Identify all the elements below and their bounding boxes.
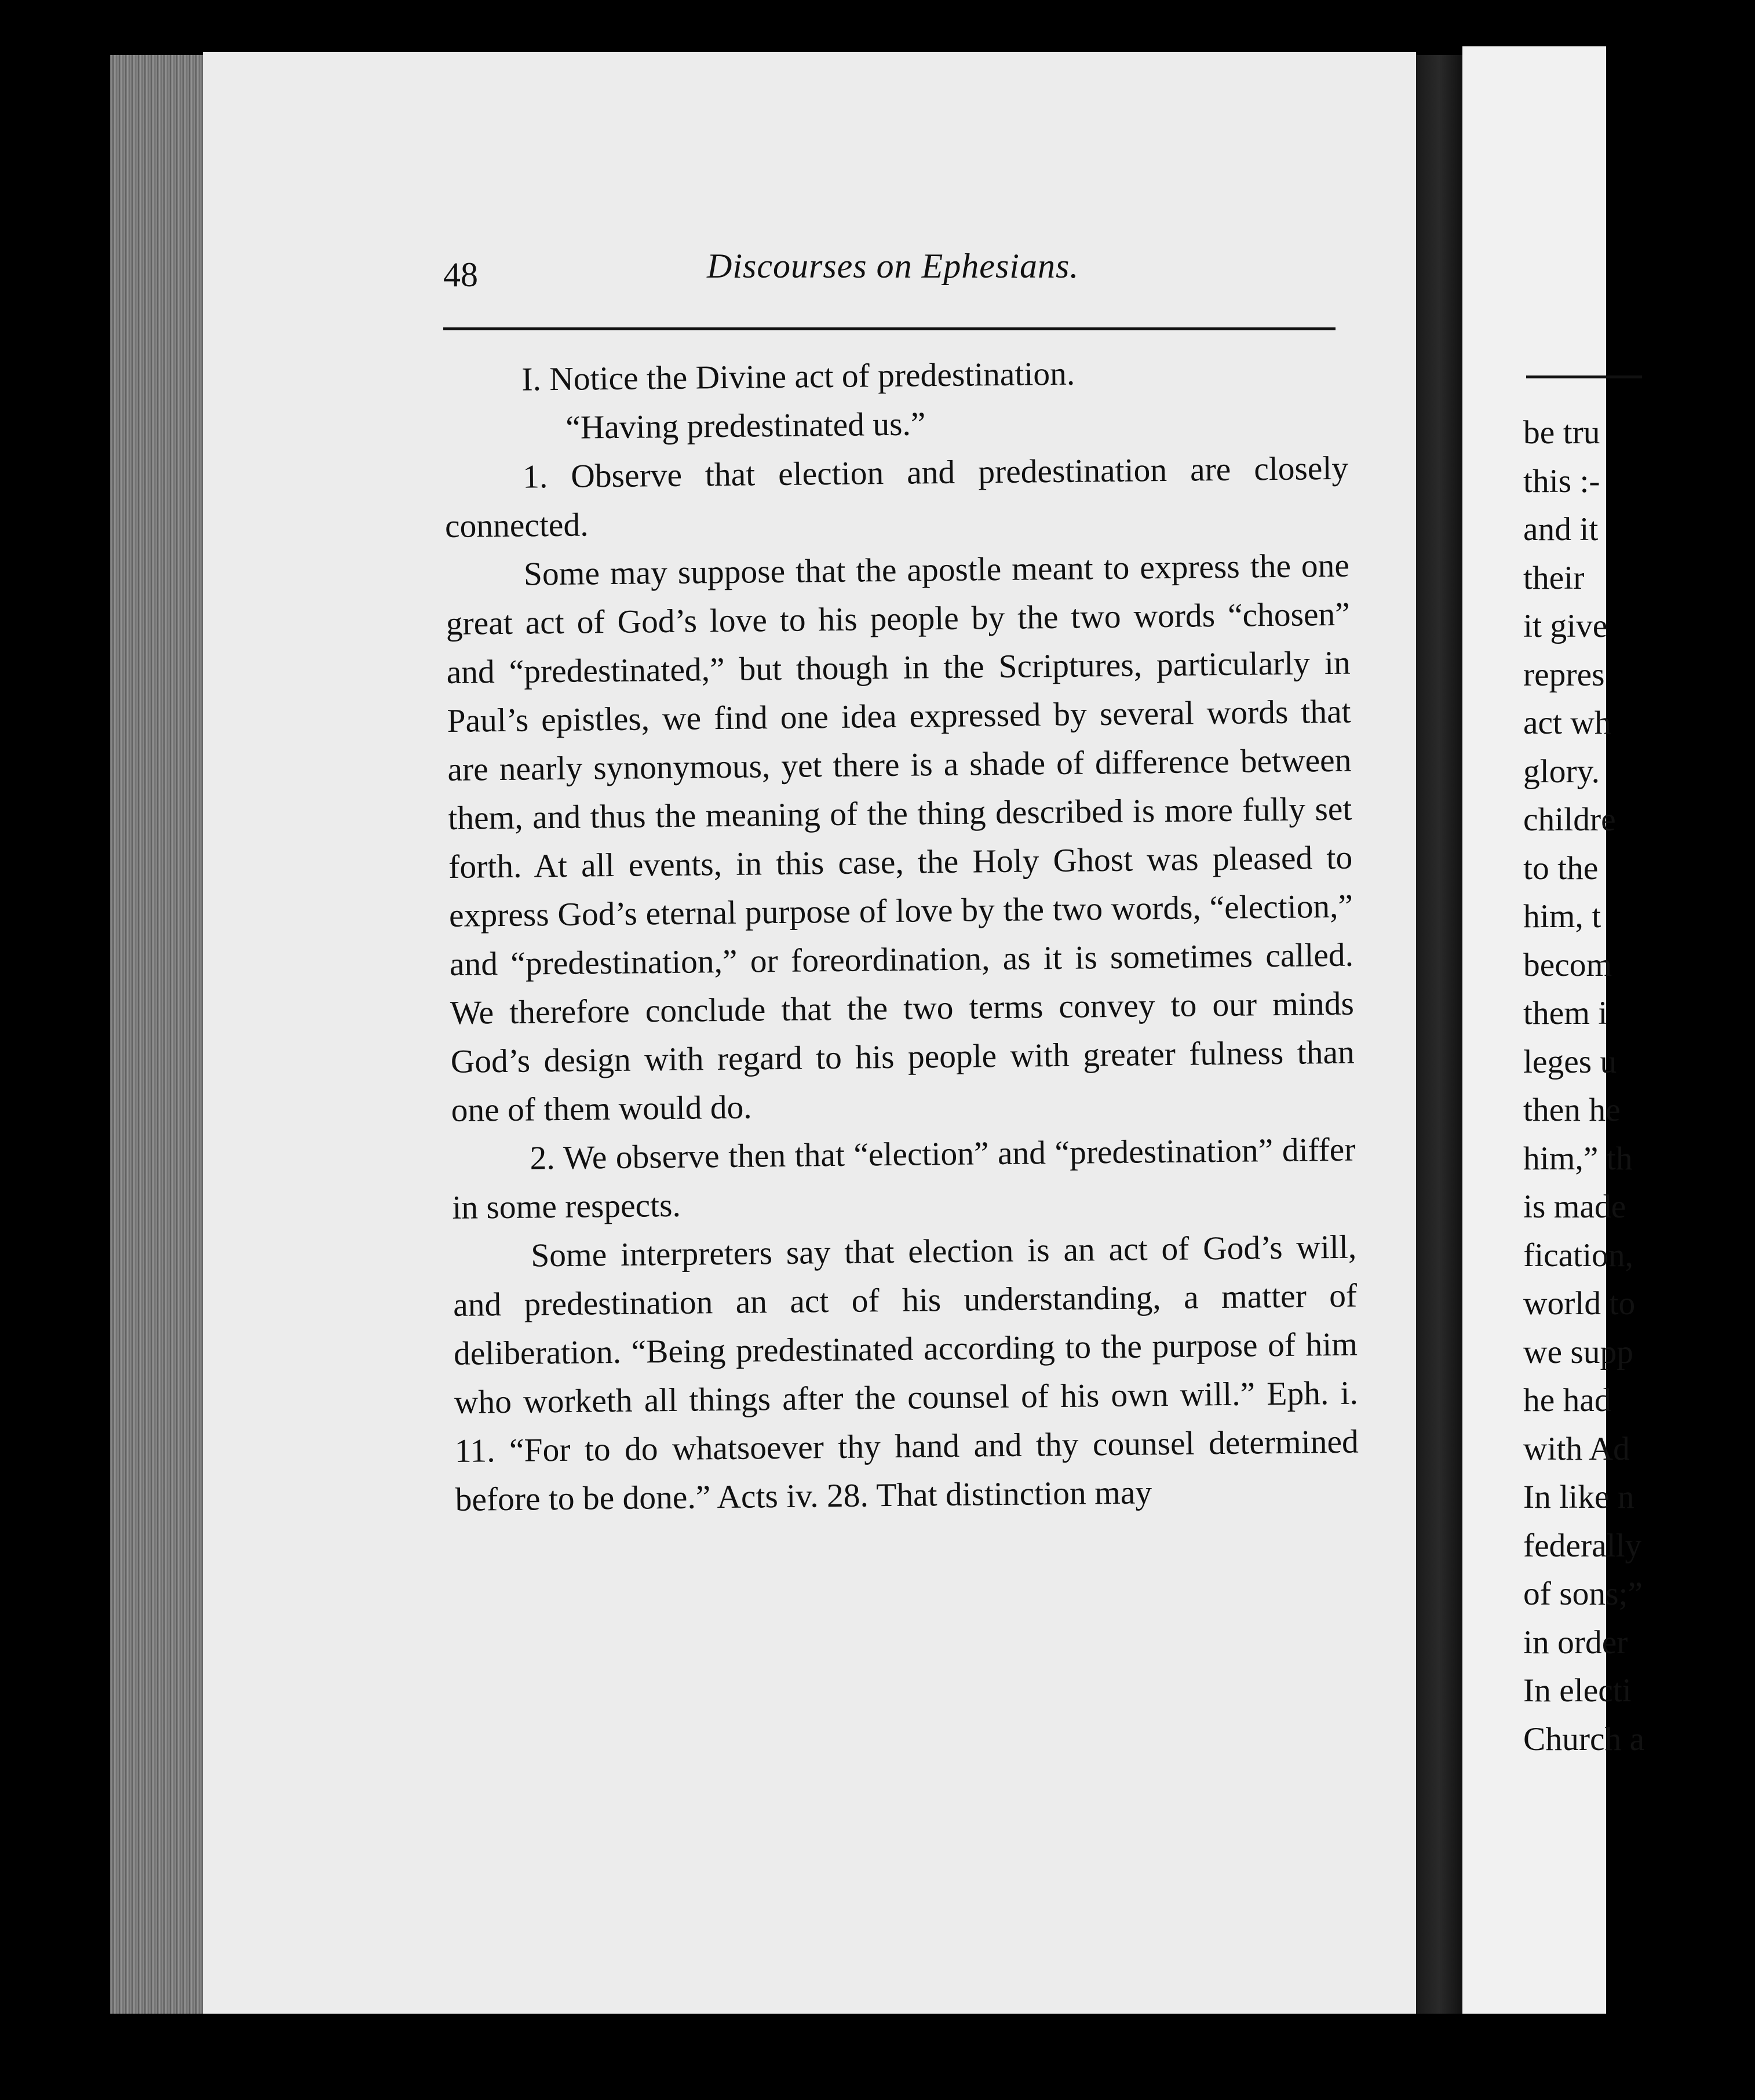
paragraph: Some may suppose that the apostle meant to express the one great act of God’s love to his people by the two words “chosen” and “predestinated,” but though in the Scriptures, particularly in Paul’s epistles, we find one idea expressed by several words that are nearly synonymous, yet there is a shade of difference between them, and thus the meaning of the thing described is more fully set forth. At all events, in this case, the Holy Ghost was pleased to express God’s eternal purpose of love by the two words, “election,” and “predestination,” or foreordination, as it is sometimes called. We therefore conclude that the two terms convey to our minds God’s design with regard to his people with greater fulness than one of them would do. <box>446 547 1355 1129</box>
facing-line: this :- <box>1523 462 1600 500</box>
facing-line: fication, <box>1523 1237 1633 1274</box>
facing-line: federally <box>1523 1527 1642 1564</box>
facing-line: to the <box>1523 850 1599 887</box>
facing-line: him,” th <box>1523 1140 1633 1177</box>
facing-page <box>1462 46 1645 2014</box>
facing-line: he had <box>1523 1382 1611 1419</box>
facing-line: of sons;” <box>1523 1576 1643 1612</box>
facing-page-rule <box>1526 375 1642 378</box>
facing-line: world to <box>1523 1285 1636 1322</box>
facing-line: and it <box>1523 511 1599 548</box>
facing-line: act wh <box>1523 705 1611 741</box>
facing-line: him, t <box>1523 898 1601 935</box>
facing-line: becom <box>1523 946 1612 983</box>
facing-line: it give <box>1523 608 1608 644</box>
facing-line: is made <box>1523 1188 1626 1225</box>
facing-line: them i <box>1523 995 1608 1031</box>
facing-line: In like n <box>1523 1479 1634 1515</box>
facing-line: glory. <box>1523 753 1600 790</box>
facing-line: In electi <box>1523 1672 1632 1709</box>
facing-line: be tru <box>1523 414 1600 451</box>
facing-line: leges u <box>1523 1043 1617 1080</box>
facing-line: in order <box>1523 1624 1628 1661</box>
facing-line: repres <box>1523 656 1605 693</box>
header-rule <box>443 327 1336 330</box>
page-edge <box>110 55 203 2014</box>
facing-line: with Ad <box>1523 1430 1630 1467</box>
running-title: Discourses on Ephesians. <box>707 247 1079 285</box>
page-number: 48 <box>443 256 478 294</box>
body-text <box>443 347 1359 1525</box>
facing-line: we supp <box>1523 1333 1634 1370</box>
facing-line: then he <box>1523 1092 1621 1128</box>
section-heading-quote: “Having predestinated us.” <box>565 406 926 446</box>
facing-page-text <box>1523 409 1755 1763</box>
facing-line: Church a <box>1523 1720 1645 1758</box>
paragraph: 2. We observe then that “election” and “predestination” differ in some respects. <box>452 1131 1356 1226</box>
facing-line: their <box>1523 559 1585 596</box>
facing-line: childre <box>1523 801 1616 838</box>
paragraph: Some interpreters say that election is an act of God’s will, and predestination an act of his understanding, a matter of deliberation. “Being predestinated according to the purpose of him who worketh all things after the counsel of his own will.” Eph. i. 11. “For to do whatsoever thy hand and thy counsel determined before to be done.” Acts iv. 28. That distinction may <box>453 1228 1359 1518</box>
section-heading: I. Notice the Divine act of predestination. <box>521 355 1075 398</box>
paragraph: 1. Observe that election and predestination are closely connected. <box>444 450 1349 545</box>
book-gutter <box>1416 55 1462 2014</box>
